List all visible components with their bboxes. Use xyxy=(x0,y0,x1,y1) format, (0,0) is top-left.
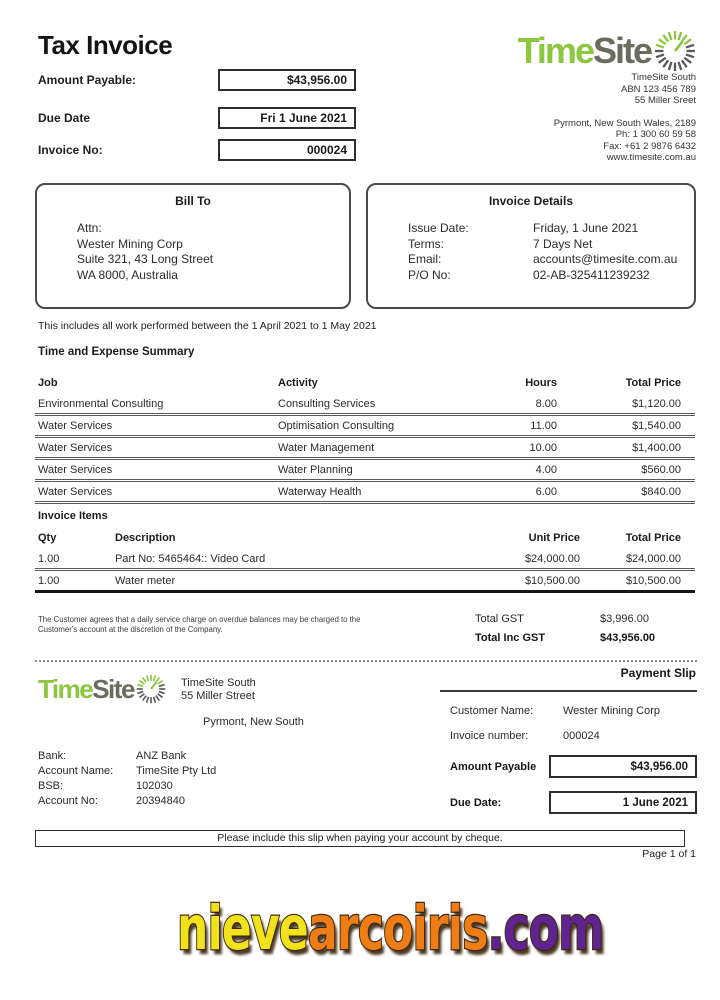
bill-to-line: WA 8000, Australia xyxy=(77,267,178,282)
cell-activity: Optimisation Consulting xyxy=(278,419,395,432)
cell-qty: 1.00 xyxy=(38,574,60,587)
cell-job: Water Services xyxy=(38,463,113,476)
terms-label: Terms: xyxy=(408,236,444,251)
table-row xyxy=(35,549,695,571)
invoice-number-label: Invoice number: xyxy=(450,730,529,742)
bill-to-panel xyxy=(35,183,351,309)
cell-total: $840.00 xyxy=(641,485,681,498)
cell-activity: Consulting Services xyxy=(278,397,376,410)
amount-payable-value: $43,956.00 xyxy=(218,69,356,91)
table-header-row xyxy=(35,527,695,549)
table-row xyxy=(35,482,695,504)
total-inc-gst-value: $43,956.00 xyxy=(600,632,656,644)
bill-to-line: Attn: xyxy=(77,221,102,235)
table-row xyxy=(35,571,695,593)
invoice-number-row xyxy=(450,730,697,742)
account-name-label: Account Name: xyxy=(38,765,114,777)
timesite-clock-icon xyxy=(136,674,166,704)
table-row xyxy=(35,460,695,482)
total-inc-gst-label: Total Inc GST xyxy=(475,632,546,644)
cell-description: Water meter xyxy=(115,574,176,587)
bank-details-block xyxy=(38,749,216,809)
logo-wordmark: TimeSite xyxy=(38,674,134,704)
cell-activity: Water Management xyxy=(278,441,375,454)
cell-job: Water Services xyxy=(38,441,113,454)
invoice-no-value: 000024 xyxy=(218,139,356,161)
col-unit-price: Unit Price xyxy=(528,532,580,544)
company-website: www.timesite.com.au xyxy=(606,152,696,163)
slip-amount-payable-label: Amount Payable xyxy=(450,760,537,773)
customer-name-label: Customer Name: xyxy=(450,705,534,717)
company-address-block xyxy=(554,72,696,164)
cell-hours: 10.00 xyxy=(529,441,557,454)
cell-qty: 1.00 xyxy=(38,552,60,565)
due-date-value: Fri 1 June 2021 xyxy=(218,107,356,129)
watermark-text: nievearcoiris.com xyxy=(177,893,604,964)
cell-unit-price: $10,500.00 xyxy=(524,574,580,587)
cell-hours: 11.00 xyxy=(530,419,557,432)
po-no-value: 02-AB-325411239232 xyxy=(533,267,650,282)
col-total-price: Total Price xyxy=(625,377,681,389)
cell-total: $1,120.00 xyxy=(632,397,681,410)
slip-due-date-label: Due Date: xyxy=(450,796,502,809)
bill-to-line: Wester Mining Corp xyxy=(77,236,183,251)
company-line: 55 Miller Sreet xyxy=(634,95,696,106)
invoice-items-table xyxy=(35,527,695,593)
bank-label: Bank: xyxy=(38,750,67,762)
total-gst-value: $3,996.00 xyxy=(600,613,649,625)
col-total-price: Total Price xyxy=(625,532,681,544)
work-period-note: This includes all work performed between the 1 April 2021 to 1 May 2021 xyxy=(38,320,377,332)
col-hours: Hours xyxy=(525,377,557,389)
cell-description: Part No: 5465464:: Video Card xyxy=(115,552,266,565)
cell-unit-price: $24,000.00 xyxy=(524,552,580,565)
account-no-label: Account No: xyxy=(38,795,98,807)
page-title: Tax Invoice xyxy=(38,30,173,60)
slip-amount-payable-row xyxy=(450,755,697,778)
invoice-number-value: 000024 xyxy=(563,730,600,742)
bill-to-title: Bill To xyxy=(175,194,211,208)
col-job: Job xyxy=(38,377,58,389)
amount-payable-label: Amount Payable: xyxy=(38,73,137,87)
cheque-note: Please include this slip when paying your account by cheque. xyxy=(35,830,685,847)
logo-wordmark: TimeSite xyxy=(517,30,651,71)
cell-hours: 8.00 xyxy=(535,397,557,410)
invoice-no-field xyxy=(38,139,356,161)
po-no-label: P/O No: xyxy=(408,267,451,282)
slip-amount-payable-value: $43,956.00 xyxy=(549,755,697,778)
cell-job: Water Services xyxy=(38,485,113,498)
table-row xyxy=(35,438,695,460)
account-name-value: TimeSite Pty Ltd xyxy=(136,765,217,777)
bank-value: ANZ Bank xyxy=(136,750,187,762)
cell-total: $10,500.00 xyxy=(625,574,681,587)
customer-name-row xyxy=(450,705,697,717)
page-number: Page 1 of 1 xyxy=(642,848,696,860)
col-activity: Activity xyxy=(278,377,318,389)
cell-total: $24,000.00 xyxy=(625,552,681,565)
cell-hours: 6.00 xyxy=(535,485,557,498)
cell-job: Environmental Consulting xyxy=(38,397,164,410)
tear-off-dashed-line xyxy=(35,660,697,662)
company-line: Pyrmont, New South Wales, 2189 xyxy=(553,117,696,129)
cell-job: Water Services xyxy=(38,419,113,432)
payment-slip-company-address xyxy=(181,677,304,729)
account-no-value: 20394840 xyxy=(136,795,185,807)
bsb-label: BSB: xyxy=(38,780,64,792)
issue-date-value: Friday, 1 June 2021 xyxy=(533,221,639,235)
company-line: Ph: 1 300 60 59 58 xyxy=(615,129,696,140)
totals-block xyxy=(475,613,655,644)
company-line: 55 Miller Street xyxy=(181,690,255,702)
company-line: TimeSite South xyxy=(631,72,696,83)
payment-slip-title: Payment Slip xyxy=(620,666,696,680)
table-header-row xyxy=(35,372,695,394)
customer-name-value: Wester Mining Corp xyxy=(563,705,660,717)
invoice-details-rows xyxy=(408,221,694,283)
invoice-details-panel xyxy=(366,183,696,309)
table-row xyxy=(35,416,695,438)
invoice-details-title: Invoice Details xyxy=(488,194,574,208)
bill-to-address xyxy=(77,221,349,283)
company-line: TimeSite South xyxy=(181,677,256,689)
total-gst-label: Total GST xyxy=(475,613,524,625)
company-line: Fax: +61 2 9876 6432 xyxy=(603,140,696,152)
col-description: Description xyxy=(115,532,176,544)
cell-total: $1,540.00 xyxy=(632,419,681,432)
cell-activity: Waterway Health xyxy=(278,485,362,498)
slip-due-date-value: 1 June 2021 xyxy=(549,791,697,814)
bill-to-line: Suite 321, 43 Long Street xyxy=(77,252,214,266)
issue-date-label: Issue Date: xyxy=(408,221,469,235)
timesite-logo-small xyxy=(38,674,166,704)
terms-note: The Customer agrees that a daily service charge on overdue balances may be charged to the Customer's account at the discretion of the Company. xyxy=(38,615,361,634)
cell-activity: Water Planning xyxy=(278,463,353,476)
invoice-items-title: Invoice Items xyxy=(38,510,108,522)
due-date-field xyxy=(38,107,356,129)
company-line: ABN 123 456 789 xyxy=(620,83,696,95)
email-value: accounts@timesite.com.au xyxy=(533,252,678,266)
slip-due-date-row xyxy=(450,791,697,814)
timesite-logo xyxy=(518,30,696,72)
cell-total: $1,400.00 xyxy=(632,441,681,454)
col-qty: Qty xyxy=(38,532,57,544)
time-expense-title: Time and Expense Summary xyxy=(38,346,195,358)
cell-hours: 4.00 xyxy=(535,463,557,476)
terms-value: 7 Days Net xyxy=(533,236,593,251)
due-date-label: Due Date xyxy=(38,111,91,125)
payment-slip-right-panel xyxy=(440,690,697,814)
invoice-no-label: Invoice No: xyxy=(38,143,103,157)
time-expense-table xyxy=(35,372,695,504)
company-line: Pyrmont, New South xyxy=(203,716,304,728)
cell-total: $560.00 xyxy=(641,463,681,476)
email-label: Email: xyxy=(408,252,442,266)
timesite-clock-icon xyxy=(654,30,696,72)
amount-payable-field xyxy=(38,69,356,91)
bsb-value: 102030 xyxy=(136,780,173,792)
table-row xyxy=(35,394,695,416)
